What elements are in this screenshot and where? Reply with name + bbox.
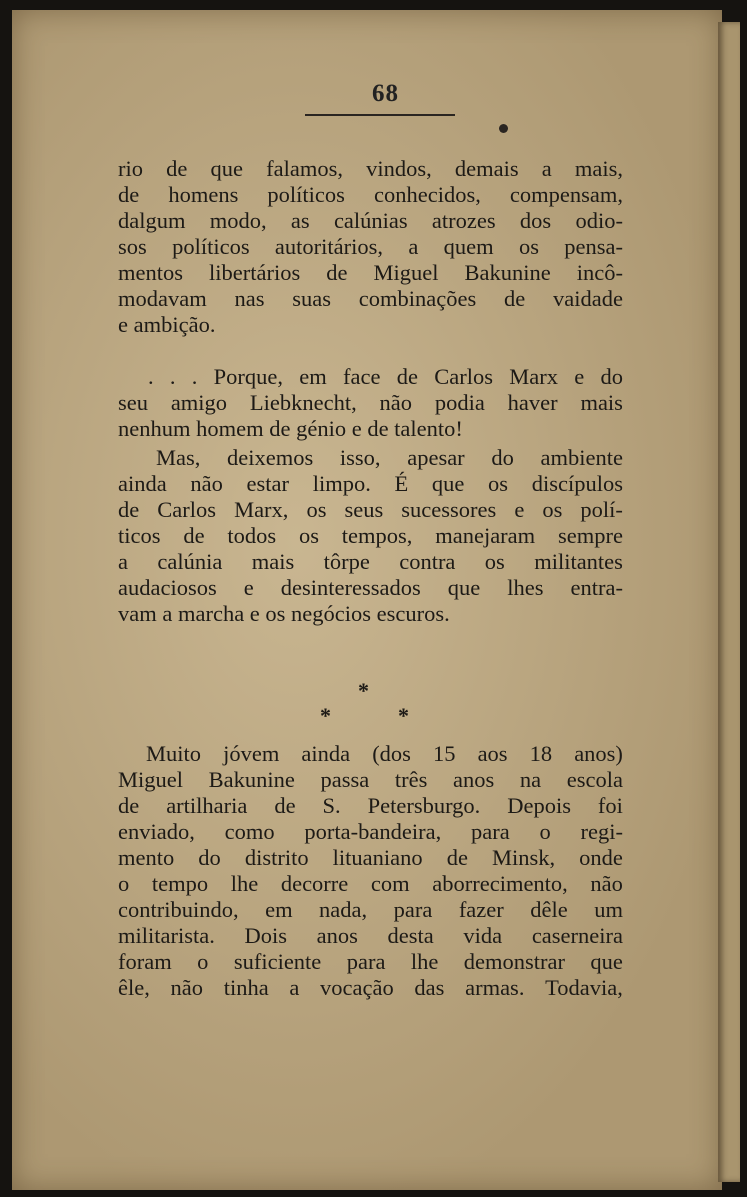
text-line: a calúnia mais tôrpe contra os militantes [118,549,623,574]
ink-dot [499,124,508,133]
text-line: dalgum modo, as calúnias atrozes dos odio- [118,208,623,233]
text-line: Mas, deixemos isso, apesar do ambiente [156,445,623,470]
text-line: seu amigo Liebknecht, não podia haver mais [118,390,623,415]
text-line: contribuindo, em nada, para fazer dêle um [118,897,623,922]
text-line: mento do distrito lituaniano de Minsk, onde [118,845,623,870]
text-line: . . . Porque, em face de Carlos Marx e do [148,364,623,389]
text-line: nenhum homem de génio e de talento! [118,416,463,441]
section-ornament-right: * [398,703,409,728]
text-line: de Carlos Marx, os seus sucessores e os polí- [118,497,623,522]
text-line: de artilharia de S. Petersburgo. Depois foi [118,793,623,818]
text-line: enviado, como porta-bandeira, para o regi- [118,819,623,844]
text-line: de homens políticos conhecidos, compensam, [118,182,623,207]
header-rule [305,114,455,116]
text-line: vam a marcha e os negócios escuros. [118,601,450,626]
text-line: Muito jóvem ainda (dos 15 aos 18 anos) [146,741,623,766]
page-number: 68 [372,80,399,107]
text-line: rio de que falamos, vindos, demais a mais, [118,156,623,181]
text-line: e ambição. [118,312,216,337]
text-line: modavam nas suas combinações de vaidade [118,286,623,311]
section-ornament-left: * [320,703,331,728]
text-line: ainda não estar limpo. É que os discípulos [118,471,623,496]
next-page-edge [718,22,740,1182]
text-line: mentos libertários de Miguel Bakunine incô- [118,260,623,285]
text-line: ticos de todos os tempos, manejaram sempre [118,523,623,548]
text-line: sos políticos autoritários, a quem os pensa- [118,234,623,259]
text-line: audaciosos e desinteressados que lhes entra- [118,575,623,600]
text-line: êle, não tinha a vocação das armas. Todavia, [118,975,623,1000]
text-line: militarista. Dois anos desta vida caserneira [118,923,623,948]
section-ornament-top: * [358,678,369,703]
text-line: o tempo lhe decorre com aborrecimento, não [118,871,623,896]
text-line: Miguel Bakunine passa três anos na escola [118,767,623,792]
text-line: foram o suficiente para lhe demonstrar que [118,949,623,974]
